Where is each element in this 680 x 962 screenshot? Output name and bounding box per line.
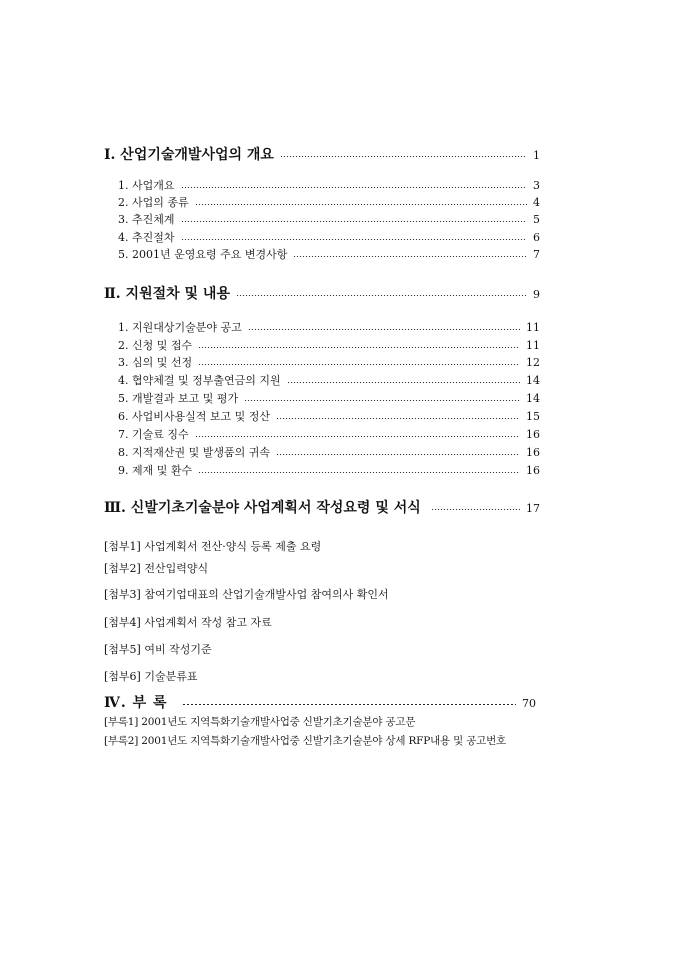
toc-item[interactable] — [118, 426, 540, 442]
dot-leader — [293, 256, 527, 257]
toc-item[interactable] — [118, 444, 540, 460]
page-number: 7 — [533, 248, 540, 261]
dot-leader — [280, 156, 527, 157]
page-number: 14 — [526, 374, 540, 387]
page-number: 16 — [526, 446, 540, 459]
section-title: Ⅲ. 신발기초기술분야 사업계획서 작성요령 및 서식 — [104, 500, 421, 516]
dot-leader — [276, 418, 520, 419]
page-number: 12 — [526, 356, 540, 369]
page-number: 16 — [526, 464, 540, 477]
dot-leader — [248, 329, 520, 330]
dot-leader — [236, 295, 527, 296]
appendix-item[interactable]: [부록1] 2001년도 지역특화기술개발사업중 신발기초기술분야 공고문 — [104, 716, 416, 728]
toc-item[interactable] — [118, 319, 540, 335]
page-number: 16 — [526, 428, 540, 441]
toc-section-1[interactable] — [104, 144, 540, 164]
dot-leader — [181, 221, 528, 222]
item-label: 5. 개발결과 보고 및 평가 — [118, 392, 239, 405]
item-label: 6. 사업비사용실적 보고 및 정산 — [118, 410, 270, 423]
item-label: 4. 추진절차 — [118, 231, 175, 244]
dot-leader — [244, 400, 520, 401]
dot-leader — [195, 436, 520, 437]
item-label: 3. 심의 및 선정 — [118, 356, 193, 369]
toc-item[interactable] — [118, 211, 540, 227]
section-title: Ⅱ. 지원절차 및 내용 — [104, 286, 230, 302]
dot-leader — [195, 204, 527, 205]
page-number: 4 — [533, 196, 540, 209]
attachment-item[interactable]: [첨부6] 기술분류표 — [104, 670, 198, 683]
toc-item[interactable] — [118, 337, 540, 353]
page-number: 6 — [533, 231, 540, 244]
toc-section-4[interactable] — [104, 692, 536, 712]
page-number: 11 — [526, 321, 540, 334]
page-number: 11 — [526, 339, 540, 352]
dot-leader — [198, 347, 520, 348]
page-number: 14 — [526, 392, 540, 405]
attachment-item[interactable]: [첨부5] 여비 작성기준 — [104, 643, 212, 656]
section-title: Ⅰ. 산업기술개발사업의 개요 — [104, 147, 274, 163]
dot-leader — [198, 364, 520, 365]
toc-item[interactable] — [118, 194, 540, 210]
toc-item[interactable] — [118, 408, 540, 424]
page-number: 1 — [533, 149, 540, 162]
item-label: 2. 사업의 종류 — [118, 196, 189, 209]
toc-item[interactable] — [118, 390, 540, 406]
page-number: 9 — [533, 288, 540, 301]
page-number: 17 — [526, 502, 540, 515]
page-number: 5 — [533, 213, 540, 226]
toc-item[interactable] — [118, 229, 540, 245]
dot-leader — [181, 187, 528, 188]
attachment-item[interactable]: [첨부1] 사업계획서 전산·양식 등록 제출 요령 — [104, 540, 322, 553]
toc-item[interactable] — [118, 372, 540, 388]
item-label: 7. 기술료 징수 — [118, 428, 189, 441]
section-title: Ⅳ. 부 록 — [104, 695, 168, 711]
item-label: 5. 2001년 운영요령 주요 변경사항 — [118, 248, 288, 261]
item-label: 4. 협약체결 및 정부출연금의 지원 — [118, 374, 281, 387]
toc-section-3[interactable] — [104, 497, 540, 517]
appendix-item[interactable]: [부록2] 2001년도 지역특화기술개발사업중 신발기초기술분야 상세 RFP내용 및 공고번호 — [104, 735, 506, 747]
attachment-item[interactable]: [첨부2] 전산입력양식 — [104, 562, 209, 575]
toc-item[interactable] — [118, 462, 540, 478]
item-label: 3. 추진체계 — [118, 213, 175, 226]
item-label: 9. 제재 및 환수 — [118, 464, 193, 477]
toc-item[interactable] — [118, 246, 540, 262]
attachment-item[interactable]: [첨부3] 참여기업대표의 산업기술개발사업 참여의사 확인서 — [104, 588, 389, 601]
item-label: 2. 신청 및 접수 — [118, 339, 193, 352]
item-label: 1. 사업개요 — [118, 179, 175, 192]
dot-leader — [276, 454, 520, 455]
dot-leader — [431, 509, 520, 510]
dot-leader — [287, 382, 520, 383]
toc-section-2[interactable] — [104, 283, 540, 303]
dot-leader — [181, 239, 528, 240]
toc-item[interactable] — [118, 354, 540, 370]
dot-leader — [198, 472, 520, 473]
item-label: 1. 지원대상기술분야 공고 — [118, 321, 242, 334]
page-number: 70 — [522, 697, 536, 710]
toc-item[interactable] — [118, 177, 540, 193]
item-label: 8. 지적재산권 및 발생품의 귀속 — [118, 446, 270, 459]
dot-leader — [182, 704, 516, 705]
attachment-item[interactable]: [첨부4] 사업계획서 작성 참고 자료 — [104, 616, 272, 629]
page-number: 3 — [533, 179, 540, 192]
page-number: 15 — [526, 410, 540, 423]
